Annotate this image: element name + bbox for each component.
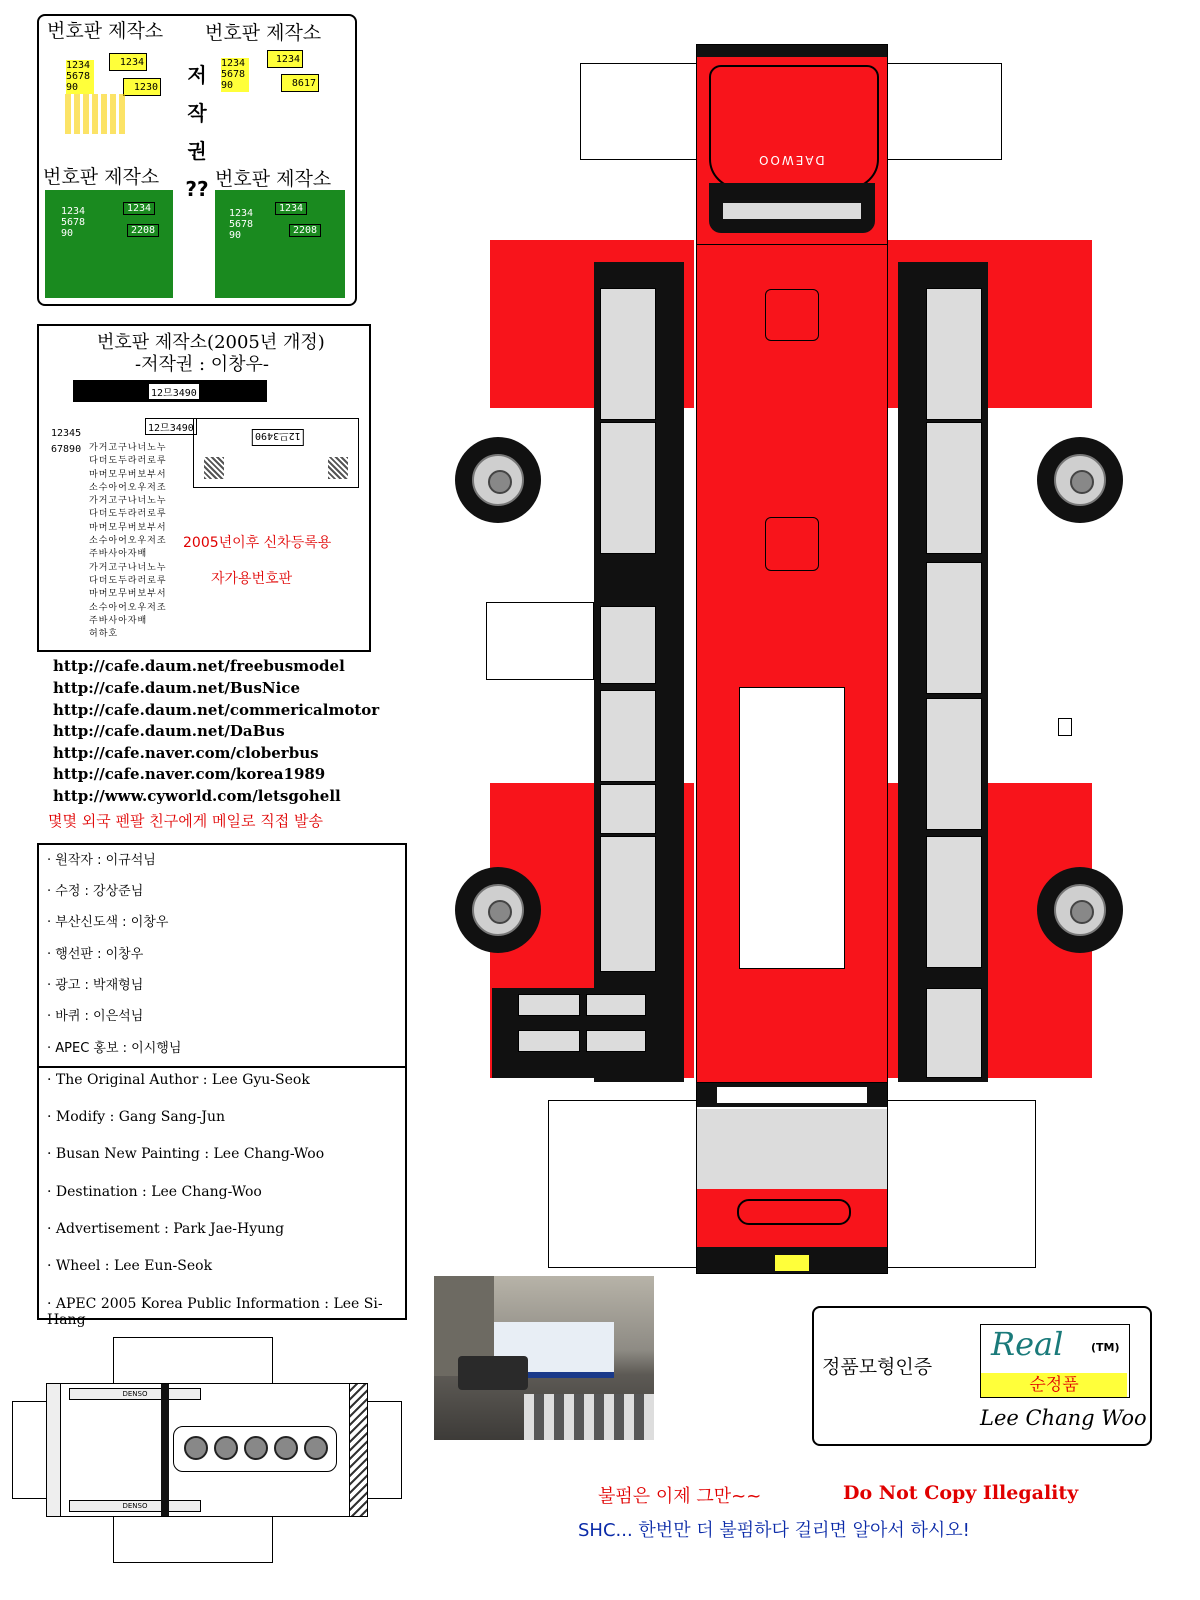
certificate: [812, 1306, 1152, 1446]
credit-destination-en: · Destination : Lee Chang-Woo: [47, 1184, 262, 1200]
syllable-row: 허하호: [89, 629, 119, 640]
link-cloberbus[interactable]: http://cafe.naver.com/cloberbus: [53, 744, 319, 762]
front-brand: DAEWOO: [757, 153, 825, 167]
plate-number: 1234: [119, 57, 144, 68]
green-plate-1234: 1234: [275, 202, 307, 215]
destination-display: [709, 183, 875, 233]
rear-light-bar: [737, 1199, 851, 1225]
plate-2005-title: 번호판 제작소(2005년 개정): [97, 332, 325, 353]
bus-photo: [434, 1276, 654, 1440]
right-window: [926, 836, 982, 968]
engine-flap-right: [366, 1401, 402, 1499]
plate-number: 8617: [291, 78, 316, 89]
links-note: 몇몇 외국 펜팔 친구에게 메일로 직접 발송: [48, 812, 323, 830]
plate-number: 1234: [275, 54, 300, 65]
green-plate-panel-1: [45, 190, 173, 298]
cert-real: Real: [991, 1325, 1064, 1363]
plate-number: 1230: [133, 82, 158, 93]
rear-plate-number: 12므3490: [252, 429, 304, 446]
rear-plate-slot: [775, 1255, 809, 1271]
engine-label: DENSO: [122, 1390, 148, 1398]
link-korea1989[interactable]: http://cafe.naver.com/korea1989: [53, 765, 326, 783]
left-window: [600, 836, 656, 972]
numbers-bottom: 67890: [51, 444, 82, 455]
syllable-row: 주바사아자배: [89, 549, 148, 560]
rear-flap-right: [886, 1100, 1036, 1268]
plate-2005-subtitle: -저작권 : 이창우-: [135, 354, 269, 375]
credit-wheel-ko: · 바퀴 : 이은석님: [47, 1009, 144, 1024]
warning-ko: 불펌은 이제 그만~~: [598, 1486, 762, 1507]
front-flap-left: [580, 63, 698, 160]
rear-window-large: [697, 1109, 887, 1189]
front-top-bar: [697, 45, 887, 57]
left-window: [600, 606, 656, 684]
left-window: [600, 288, 656, 420]
rear-window: [518, 994, 580, 1016]
green-plate-2208: 2208: [289, 224, 321, 237]
cert-tm: (TM): [1091, 1341, 1120, 1354]
right-window: [926, 988, 982, 1078]
engine-label-bar-bottom: [69, 1500, 201, 1512]
bus-roof: [696, 244, 888, 1084]
rear-window: [586, 1030, 646, 1052]
link-letsgohell[interactable]: http://www.cyworld.com/letsgohell: [53, 787, 341, 805]
rear-plate-diagram: [193, 418, 359, 488]
credit-modify-en: · Modify : Gang Sang-Jun: [47, 1109, 226, 1125]
rear-window: [586, 994, 646, 1016]
right-window: [926, 562, 982, 694]
fan-icon: [184, 1436, 208, 1460]
right-window: [926, 288, 982, 420]
bus-front-face: [696, 44, 888, 246]
green-plate-2208: 2208: [127, 224, 159, 237]
roof-hatch-1: [765, 289, 819, 341]
syllable-row: 가거고구나너노누: [89, 562, 167, 573]
plate-sheet: [37, 14, 357, 306]
engine-label: DENSO: [122, 1502, 148, 1510]
yellow-plate-8617: [281, 74, 319, 92]
left-door-flap: [486, 602, 594, 680]
plate-sheet-title-1: 번호판 제작소: [47, 20, 164, 42]
credit-original-author-ko: · 원작자 : 이규석님: [47, 853, 156, 868]
cert-signature: Lee Chang Woo: [980, 1406, 1147, 1430]
yellow-plate-1234-b: [267, 50, 303, 68]
link-commericalmotor[interactable]: http://cafe.daum.net/commericalmotor: [53, 701, 380, 719]
numbers-top: 12345: [51, 428, 82, 439]
copyright-char: 저: [187, 63, 207, 87]
credit-original-author-en: · The Original Author : Lee Gyu-Seok: [47, 1072, 310, 1088]
sample-numbers: 1234 5678 90: [61, 206, 86, 239]
credit-destination-ko: · 행선판 : 이창우: [47, 947, 144, 962]
copyright-char: 작: [187, 101, 207, 125]
cert-genuine: 순정품: [981, 1373, 1127, 1397]
green-plate-1234: 1234: [123, 202, 155, 215]
warning-en: Do Not Copy Illegality: [843, 1482, 1079, 1504]
syllable-row: 마머모무버보부서: [89, 589, 167, 600]
roof-ad-panel: [739, 687, 845, 969]
rear-bumper: [697, 1247, 887, 1273]
syllable-row: 마머모무버보부서: [89, 469, 167, 480]
syllable-row: 소수아어오우저조: [89, 482, 167, 493]
link-freebusmodel[interactable]: http://cafe.daum.net/freebusmodel: [53, 657, 345, 675]
cert-logo: [980, 1324, 1130, 1398]
syllable-row: 가거고구나너노누: [89, 443, 167, 453]
long-plate-black: [73, 380, 267, 402]
engine-divider: [161, 1384, 169, 1516]
bus-right-side: [888, 240, 1092, 1078]
copyright-char: ??: [185, 177, 209, 201]
right-window: [926, 698, 982, 830]
credit-wheel-en: · Wheel : Lee Eun-Seok: [47, 1258, 213, 1274]
credit-apec-en: · APEC 2005 Korea Public Information : Lee Si-Hang: [47, 1296, 383, 1328]
credit-painting-en: · Busan New Painting : Lee Chang-Woo: [47, 1146, 325, 1162]
wheel-icon: [1037, 867, 1123, 953]
fan-panel: [173, 1426, 337, 1472]
syllable-row: 다더도두라러로루: [89, 456, 167, 467]
grille-left: [204, 457, 224, 479]
roof-hatch-2: [765, 517, 819, 571]
sample-number-block-2: 1234 5678 90: [221, 58, 249, 92]
rear-window: [518, 1030, 580, 1052]
photo-car: [458, 1356, 528, 1390]
left-window: [600, 690, 656, 782]
copyright-char: 권: [187, 139, 207, 163]
bus-left-side: [490, 240, 694, 1078]
yellow-plate-1234: [109, 53, 147, 71]
fan-icon: [214, 1436, 238, 1460]
credit-painting-ko: · 부산신도색 : 이창우: [47, 915, 169, 930]
photo-crosswalk: [524, 1394, 654, 1440]
credit-modify-ko: · 수정 : 강상준님: [47, 884, 144, 899]
copyright-vertical: [185, 56, 209, 208]
fan-icon: [274, 1436, 298, 1460]
syllable-row: 마머모무버보부서: [89, 522, 167, 533]
rear-body: [697, 1189, 887, 1273]
engine-flap-left: [12, 1401, 48, 1499]
fan-icon: [244, 1436, 268, 1460]
destination-window: [723, 203, 861, 219]
front-flap-right: [886, 63, 1002, 160]
syllable-row: 다더도두라러로루: [89, 575, 167, 586]
syllable-row: 다더도두라러로루: [89, 509, 167, 520]
plate-sheet-title-2: 번호판 제작소: [205, 22, 322, 44]
credits-en-box: [37, 1066, 407, 1328]
front-windshield-frame: [709, 65, 879, 189]
syllable-row: 소수아어오우저조: [89, 602, 167, 613]
syllable-grid: [65, 94, 125, 134]
engine-flap-top: [113, 1337, 273, 1385]
warning-line2: SHC... 한번만 더 불펌하다 걸리면 알아서 하시오!: [578, 1520, 970, 1541]
syllable-row: 가거고구나너노누: [89, 496, 167, 507]
grille-right: [328, 457, 348, 479]
credit-ad-ko: · 광고 : 박재형님: [47, 978, 144, 993]
link-busnice[interactable]: http://cafe.daum.net/BusNice: [53, 679, 300, 697]
wheel-icon: [1037, 437, 1123, 523]
wheel-icon: [455, 867, 541, 953]
cert-label: 정품모형인증: [822, 1356, 933, 1378]
note-line-1: 2005년이후 신차등록용: [183, 535, 332, 551]
left-window: [600, 422, 656, 554]
link-dabus[interactable]: http://cafe.daum.net/DaBus: [53, 722, 285, 740]
long-plate-number: 12므3490: [149, 384, 199, 399]
rear-white-slot: [717, 1087, 867, 1103]
syllable-table: [89, 442, 183, 641]
left-rear-block: [492, 988, 650, 1078]
engine-net: [12, 1337, 402, 1561]
right-window: [926, 422, 982, 554]
right-handle: [1058, 718, 1072, 736]
rear-top-bar: [697, 1083, 887, 1107]
note-line-2: 자가용번호판: [211, 571, 293, 587]
plate-2005-sheet: [37, 324, 371, 652]
syllable-row: 소수아어오우저조: [89, 536, 167, 547]
credits-ko-box: [37, 843, 407, 1068]
bus-rear-face: [696, 1082, 888, 1274]
engine-panel: [60, 1383, 350, 1517]
wheel-icon: [455, 437, 541, 523]
sample-number-block: 1234 5678 90: [66, 60, 94, 94]
credit-ad-en: · Advertisement : Park Jae-Hyung: [47, 1221, 285, 1237]
engine-label-bar-top: [69, 1388, 201, 1400]
yellow-plate-1230: [123, 78, 161, 96]
rear-flap-left: [548, 1100, 698, 1268]
sample-numbers: 1234 5678 90: [229, 208, 254, 241]
syllable-row: 주바사아자배: [89, 615, 148, 626]
plate-sheet-title-4: 번호판 제작소: [215, 168, 332, 190]
small-plate: 12므3490: [145, 418, 197, 435]
credit-apec-ko: · APEC 홍보 : 이시행님: [47, 1041, 182, 1056]
left-window: [600, 784, 656, 834]
engine-flap-bottom: [113, 1515, 273, 1563]
fan-icon: [304, 1436, 328, 1460]
green-plate-panel-2: [215, 190, 345, 298]
plate-sheet-title-3: 번호판 제작소: [43, 166, 160, 188]
